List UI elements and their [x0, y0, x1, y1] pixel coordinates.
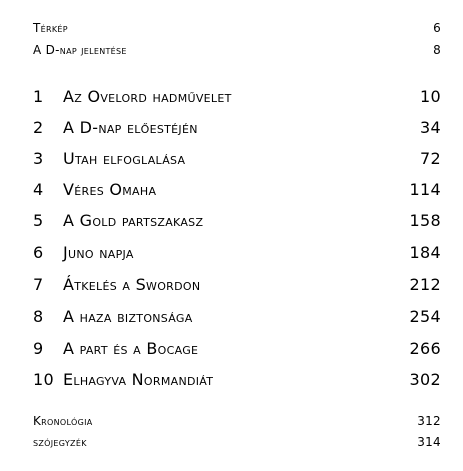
- chapter-title: A D-nap előestéjén: [63, 118, 198, 137]
- toc-chapter-9: [0, 338, 463, 362]
- chapter-page: 10: [420, 87, 441, 106]
- chapter-title: A haza biztonsága: [63, 307, 193, 326]
- toc-chapter-5: [0, 210, 463, 234]
- chapter-page: 72: [420, 149, 441, 168]
- toc-entry-glossary: [0, 434, 463, 458]
- chapter-number: 10: [33, 370, 54, 389]
- toc-entry-page: 6: [433, 21, 441, 35]
- chapter-number: 9: [33, 339, 44, 358]
- chapter-page: 302: [409, 370, 441, 389]
- chapter-title: Utah elfoglalása: [63, 149, 186, 168]
- toc-entry-title: szójegyzék: [33, 435, 87, 449]
- toc-entry-title: A D-nap jelentése: [33, 43, 127, 57]
- chapter-title: Elhagyva Normandiát: [63, 370, 214, 389]
- chapter-title: Átkelés a Swordon: [63, 275, 201, 294]
- chapter-title: Véres Omaha: [63, 180, 157, 199]
- chapter-page: 34: [420, 118, 441, 137]
- chapter-page: 184: [409, 243, 441, 262]
- chapter-title: Az Ovelord hadművelet: [63, 87, 232, 106]
- chapter-number: 5: [33, 211, 44, 230]
- toc-entry-page: 314: [417, 435, 441, 449]
- toc-entry-page: 8: [433, 43, 441, 57]
- toc-chapter-3: [0, 148, 463, 172]
- chapter-number: 6: [33, 243, 44, 262]
- chapter-title: Juno napja: [63, 243, 134, 262]
- toc-chapter-10: [0, 369, 463, 393]
- toc-entry-title: Kronológia: [33, 414, 93, 428]
- toc-chapter-2: [0, 117, 463, 141]
- chapter-page: 114: [409, 180, 441, 199]
- toc-chapter-6: [0, 242, 463, 266]
- chapter-title: A Gold partszakasz: [63, 211, 204, 230]
- toc-entry-title: Térkép: [33, 21, 68, 35]
- toc-chapter-8: [0, 306, 463, 330]
- chapter-page: 212: [409, 275, 441, 294]
- toc-chapter-1: [0, 86, 463, 110]
- chapter-number: 8: [33, 307, 44, 326]
- chapter-page: 158: [409, 211, 441, 230]
- toc-entry-page: 312: [417, 414, 441, 428]
- chapter-title: A part és a Bocage: [63, 339, 199, 358]
- toc-entry-map: [0, 20, 463, 44]
- chapter-number: 2: [33, 118, 44, 137]
- toc-entry-d-day-meaning: [0, 42, 463, 66]
- toc-chapter-7: [0, 274, 463, 298]
- chapter-number: 1: [33, 87, 44, 106]
- chapter-number: 7: [33, 275, 44, 294]
- chapter-page: 254: [409, 307, 441, 326]
- chapter-number: 3: [33, 149, 44, 168]
- chapter-number: 4: [33, 180, 44, 199]
- chapter-page: 266: [409, 339, 441, 358]
- toc-chapter-4: [0, 179, 463, 203]
